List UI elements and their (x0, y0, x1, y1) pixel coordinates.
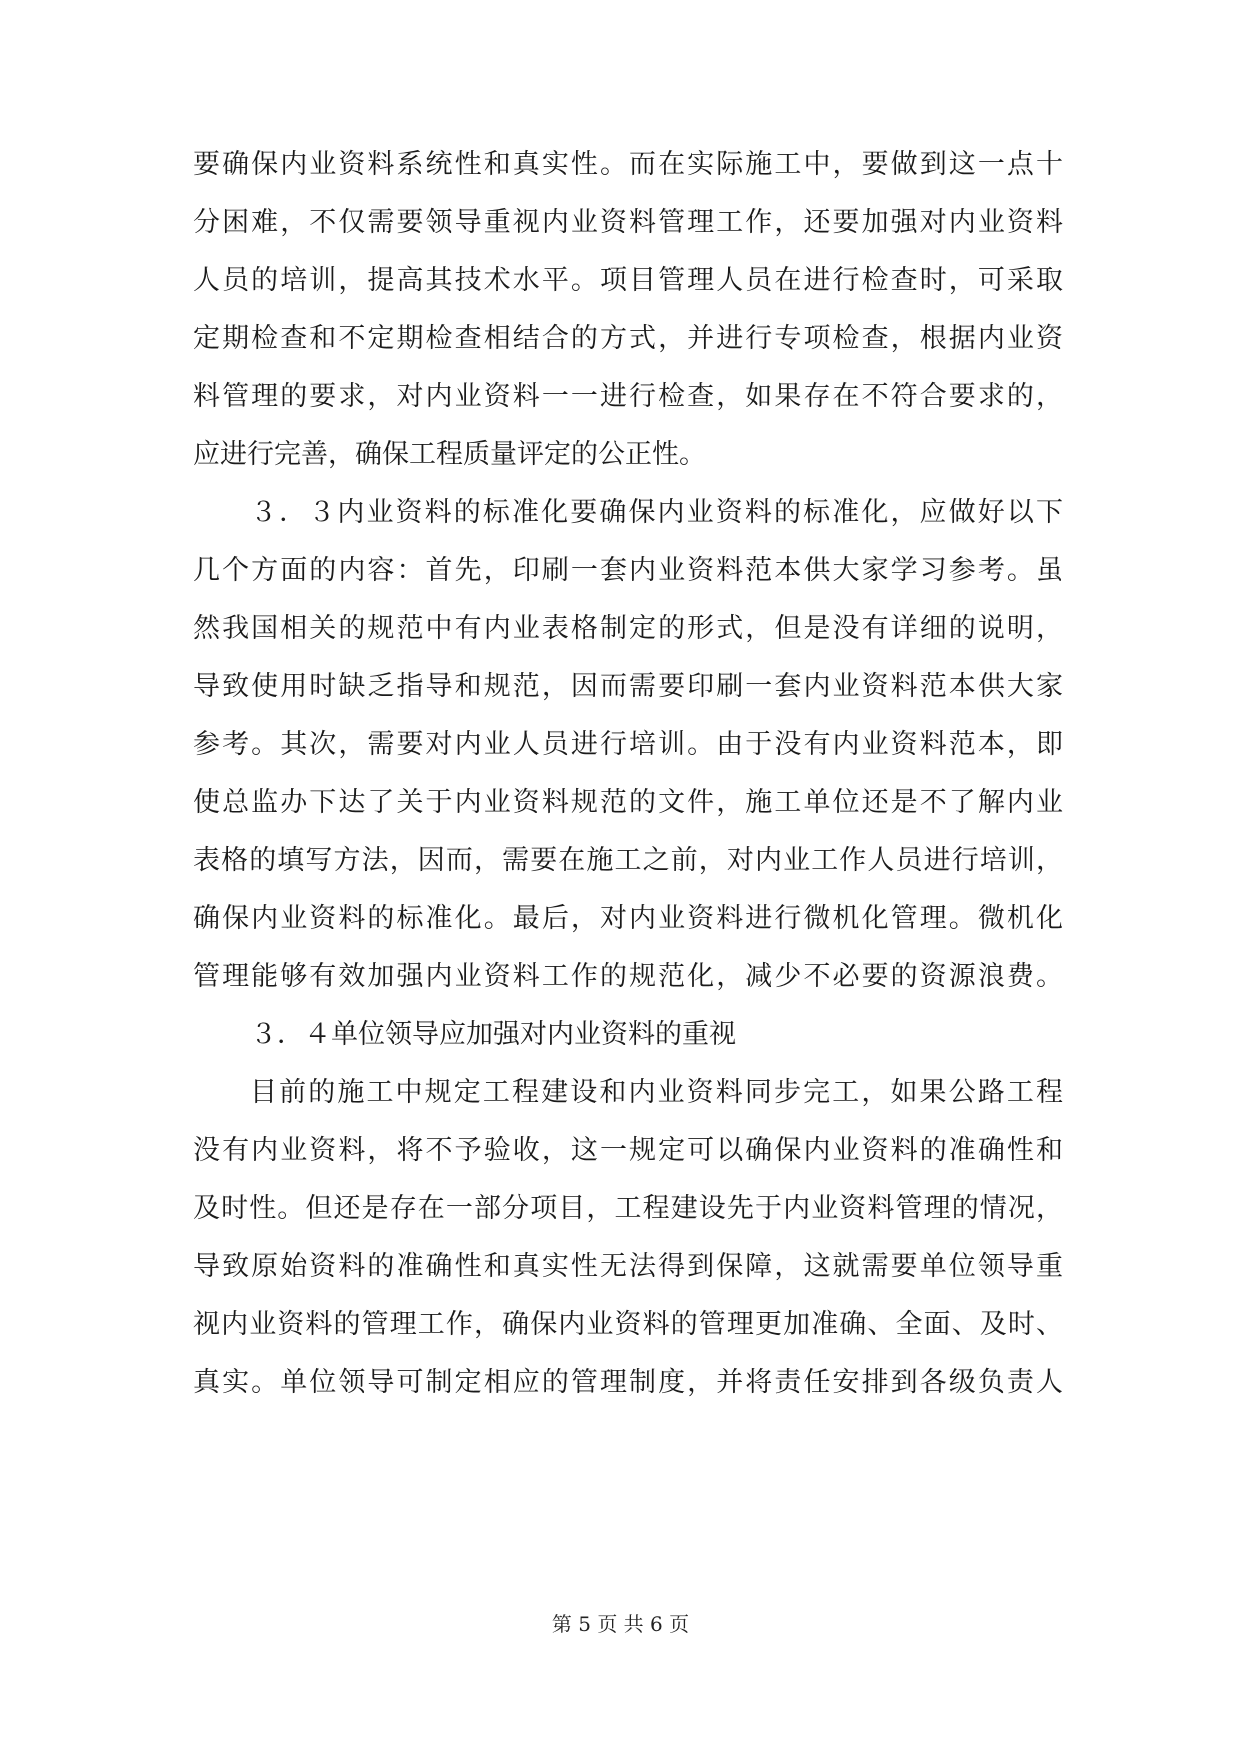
text-line: 目前的施工中规定工程建设和内业资料同步完工，如果公路工程 (250, 1077, 1063, 1108)
section-heading-3-3: ３．３内业资料的标准化要确保内业资料的标准化，应做好以下 (250, 497, 1063, 528)
text-line: 参考。其次，需要对内业人员进行培训。由于没有内业资料范本，即 (193, 729, 1063, 760)
text-line: 然我国相关的规范中有内业表格制定的形式，但是没有详细的说明， (193, 613, 1063, 644)
text-line: 应进行完善，确保工程质量评定的公正性。 (193, 439, 706, 470)
text-line: 真实。单位领导可制定相应的管理制度，并将责任安排到各级负责人 (193, 1367, 1063, 1398)
text-line: 及时性。但还是存在一部分项目，工程建设先于内业资料管理的情况， (193, 1193, 1063, 1224)
text-line: 没有内业资料，将不予验收，这一规定可以确保内业资料的准确性和 (193, 1135, 1063, 1166)
text-line: 定期检查和不定期检查相结合的方式，并进行专项检查，根据内业资 (193, 323, 1063, 354)
text-line: 视内业资料的管理工作，确保内业资料的管理更加准确、全面、及时、 (193, 1309, 1063, 1340)
text-line: 人员的培训，提高其技术水平。项目管理人员在进行检查时，可采取 (193, 265, 1063, 296)
section-heading-3-4: ３．４单位领导应加强对内业资料的重视 (250, 1019, 736, 1050)
text-line: 分困难，不仅需要领导重视内业资料管理工作，还要加强对内业资料 (193, 207, 1063, 238)
text-line: 料管理的要求，对内业资料一一进行检查，如果存在不符合要求的， (193, 381, 1063, 412)
text-line: 要确保内业资料系统性和真实性。而在实际施工中，要做到这一点十 (193, 149, 1063, 180)
text-line: 表格的填写方法，因而，需要在施工之前，对内业工作人员进行培训， (193, 845, 1063, 876)
text-line: 使总监办下达了关于内业资料规范的文件，施工单位还是不了解内业 (193, 787, 1063, 818)
text-line: 确保内业资料的标准化。最后，对内业资料进行微机化管理。微机化 (193, 903, 1063, 934)
page-number-footer: 第 5 页 共 6 页 (551, 1612, 690, 1636)
text-line: 管理能够有效加强内业资料工作的规范化，减少不必要的资源浪费。 (193, 961, 1063, 992)
text-line: 几个方面的内容：首先，印刷一套内业资料范本供大家学习参考。虽 (193, 555, 1063, 586)
text-line: 导致原始资料的准确性和真实性无法得到保障，这就需要单位领导重 (193, 1251, 1063, 1282)
text-line: 导致使用时缺乏指导和规范，因而需要印刷一套内业资料范本供大家 (193, 671, 1063, 702)
